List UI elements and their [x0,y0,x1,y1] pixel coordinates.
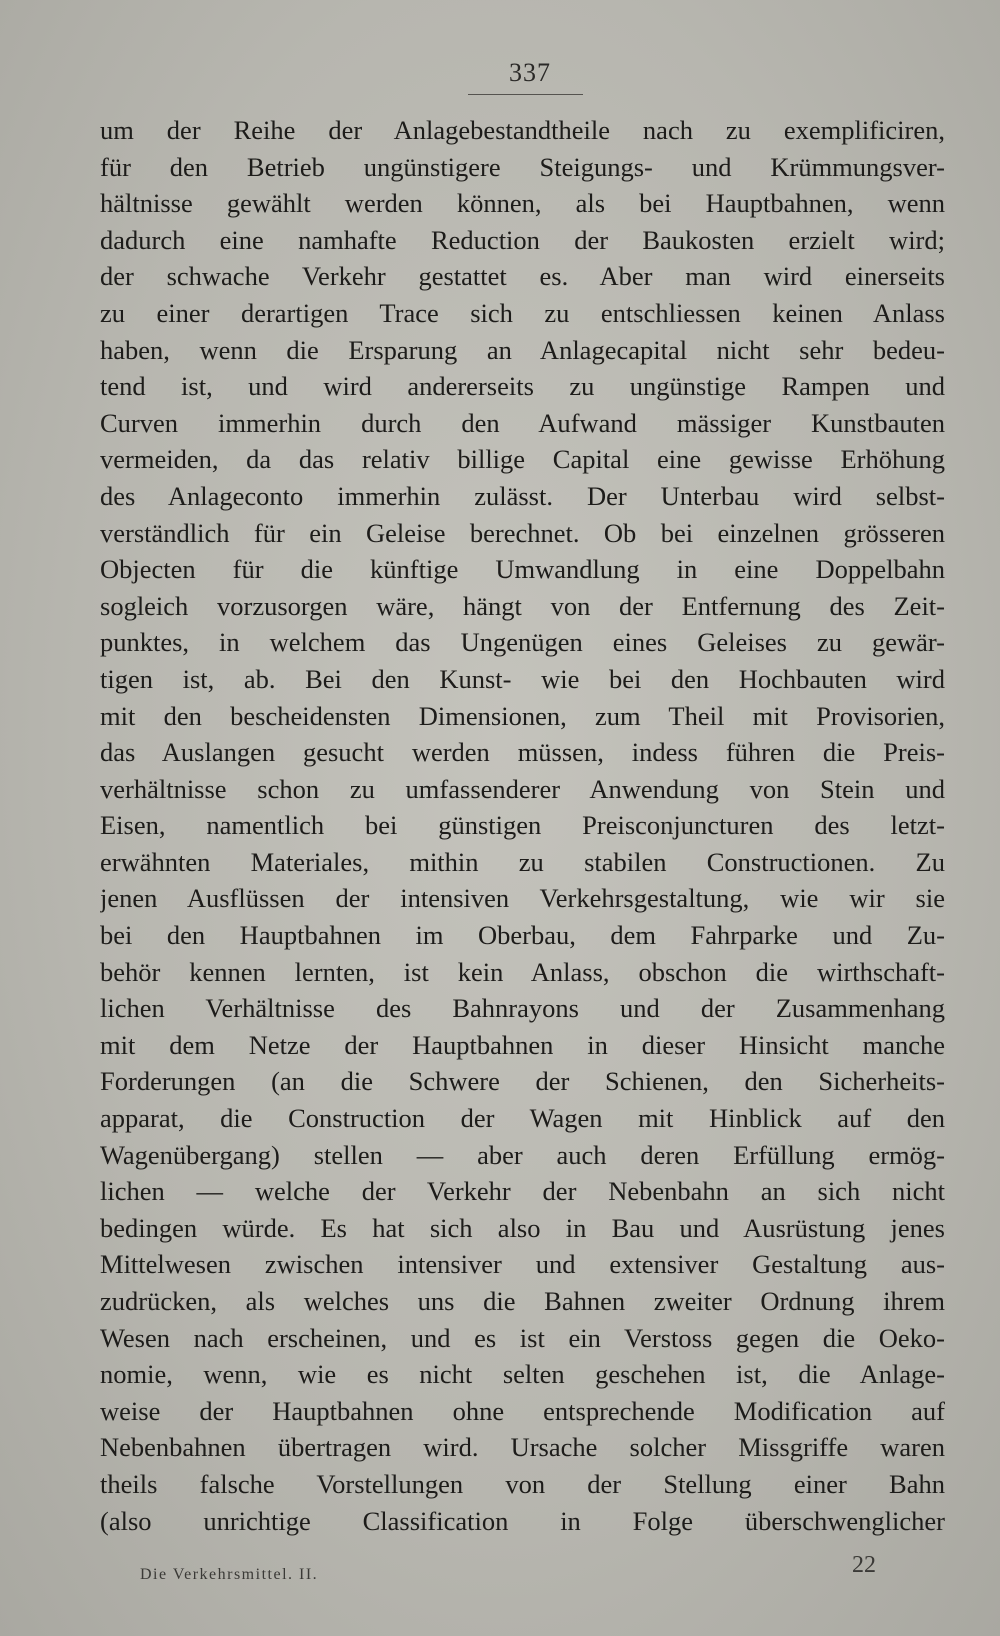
text-line: verständlich für ein Geleise berechnet. Ob bei einzelnen grösseren [100,517,945,548]
text-line: des Anlageconto immerhin zulässt. Der Unterbau wird selbst- [100,480,945,511]
footer-book-title: Die Verkehrsmittel. II. [140,1566,319,1583]
text-line: zu einer derartigen Trace sich zu entschliessen keinen Anlass [100,297,945,328]
text-line: tigen ist, ab. Bei den Kunst- wie bei den Hochbauten wird [100,663,945,694]
text-line: Mittelwesen zwischen intensiver und extensiver Gestaltung aus- [100,1249,945,1280]
text-line: haben, wenn die Ersparung an Anlagecapital nicht sehr bedeu- [100,334,945,365]
text-line: bei den Hauptbahnen im Oberbau, dem Fahrparke und Zu- [100,920,945,951]
page-number: 337 [509,58,551,87]
text-line: (also unrichtige Classification in Folge überschwenglicher [100,1505,945,1536]
text-line: weise der Hauptbahnen ohne entsprechende Modification auf [100,1395,945,1426]
text-line: jenen Ausflüssen der intensiven Verkehrsgestaltung, wie wir sie [100,883,945,914]
body-text [100,112,945,1539]
text-line: tend ist, und wird andererseits zu ungünstige Rampen und [100,371,945,402]
text-line: lichen Verhältnisse des Bahnrayons und der Zusammenhang [100,993,945,1024]
text-line: punktes, in welchem das Ungenügen eines Geleises zu gewär- [100,627,945,658]
text-line: mit dem Netze der Hauptbahnen in dieser Hinsicht manche [100,1029,945,1060]
text-line: behör kennen lernten, ist kein Anlass, obschon die wirthschaft- [100,956,945,987]
text-line: Wagenübergang) stellen — aber auch deren Erfüllung ermög- [100,1139,945,1170]
text-line: sogleich vorzusorgen wäre, hängt von der Entfernung des Zeit- [100,590,945,621]
text-line: das Auslangen gesucht werden müssen, indess führen die Preis- [100,737,945,768]
text-line: um der Reihe der Anlagebestandtheile nach zu exemplificiren, [100,115,945,145]
text-line: apparat, die Construction der Wagen mit Hinblick auf den [100,1103,945,1134]
text-line: Curven immerhin durch den Aufwand mässiger Kunstbauten [100,407,945,438]
text-line: mit den bescheidensten Dimensionen, zum Theil mit Provisorien, [100,700,945,731]
text-line: dadurch eine namhafte Reduction der Baukosten erzielt wird; [100,224,945,255]
text-line: Wesen nach erscheinen, und es ist ein Verstoss gegen die Oeko- [100,1322,945,1353]
header-rule [468,94,583,95]
text-line: hältnisse gewählt werden können, als bei Hauptbahnen, wenn [100,188,945,219]
signature-mark: 22 [852,1552,876,1578]
text-line: bedingen würde. Es hat sich also in Bau und Ausrüstung jenes [100,1212,945,1243]
text-line: für den Betrieb ungünstigere Steigungs- und Krümmungsver- [100,151,945,182]
text-line: Forderungen (an die Schwere der Schienen, den Sicherheits- [100,1066,945,1097]
text-line: der schwache Verkehr gestattet es. Aber man wird einerseits [100,261,945,292]
text-line: theils falsche Vorstellungen von der Stellung einer Bahn [100,1468,945,1499]
text-line: verhältnisse schon zu umfassenderer Anwendung von Stein und [100,773,945,804]
text-line: lichen — welche der Verkehr der Nebenbahn an sich nicht [100,1176,945,1207]
text-line: Objecten für die künftige Umwandlung in eine Doppelbahn [100,554,945,585]
text-line: zudrücken, als welches uns die Bahnen zweiter Ordnung ihrem [100,1286,945,1316]
text-line: vermeiden, da das relativ billige Capital eine gewisse Erhöhung [100,444,945,475]
text-line: Nebenbahnen übertragen wird. Ursache solcher Missgriffe waren [100,1432,945,1463]
text-line: erwähnten Materiales, mithin zu stabilen Constructionen. Zu [100,846,945,877]
text-line: nomie, wenn, wie es nicht selten geschehen ist, die Anlage- [100,1359,945,1390]
text-line: Eisen, namentlich bei günstigen Preisconjuncturen des letzt- [100,810,945,841]
